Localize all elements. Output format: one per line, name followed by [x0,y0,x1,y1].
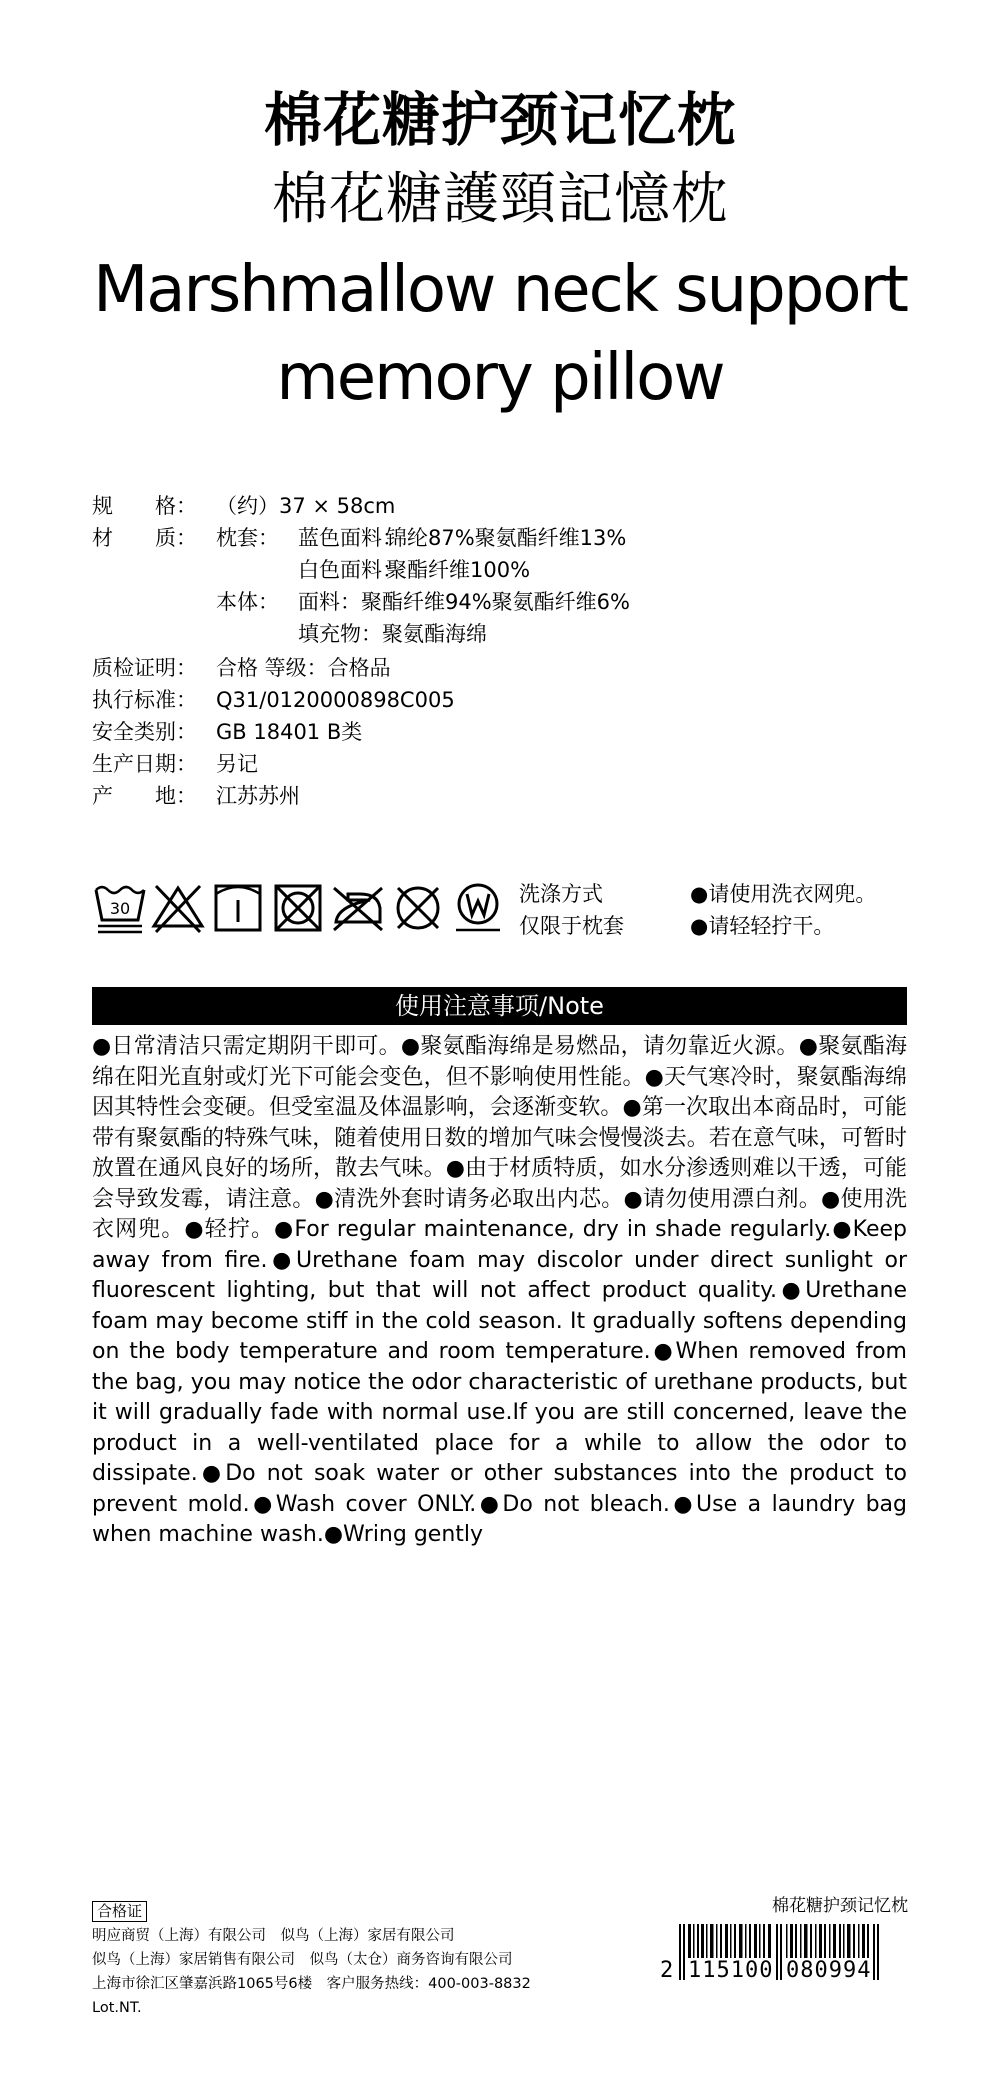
title-english-line1: Marshmallow neck support [93,253,907,327]
spec-label: 材 质： [92,526,197,550]
spec-label: 生产日期： [92,752,197,776]
no-tumble-dry-icon [270,878,326,936]
care-label: ●请轻轻拧干。 [690,914,835,938]
spec-sublabel: 本体： [216,590,279,614]
spec-row-size [92,490,912,522]
footer-line: 上海市徐汇区肇嘉浜路1065号6楼 客户服务热线：400-003-8832 [92,1976,531,1992]
spec-value: 合格 等级：合格品 [216,656,391,680]
spec-sublabel: 蓝色面料： [298,526,403,550]
no-bleach-icon [150,878,206,936]
spec-sublabel: 填充物： [298,622,382,646]
wet-clean-icon [450,878,506,936]
spec-value: 聚酯纤维100% [386,558,531,582]
cert-label: 合格证 [92,1901,147,1922]
spec-value: 聚酯纤维94%聚氨酯纤维6% [361,590,630,614]
note-header: 使用注意事项/Note [92,987,907,1025]
footer-info [92,1900,592,2020]
spec-row-material [92,522,912,554]
spec-row [92,748,912,780]
spec-label: 质检证明： [92,656,197,680]
title-block [0,80,1000,422]
care-label: ●请使用洗衣网兜。 [690,882,877,906]
care-label: 洗涤方式 [519,882,603,906]
spec-value: Q31/0120000898C005 [216,688,455,712]
spec-value: 聚氨酯海绵 [382,622,487,646]
care-section [92,878,912,948]
spec-sublabel: 白色面料： [298,558,403,582]
barcode-block [658,1894,908,1983]
no-dry-clean-icon [390,878,446,936]
spec-value: 江苏苏州 [216,784,300,808]
care-label: 仅限于枕套 [519,914,624,938]
wash-tub-30-icon [92,878,148,936]
spec-label: 安全类别： [92,720,197,744]
spec-sublabel: 枕套： [216,526,279,550]
spec-list [92,490,912,812]
spec-row-body [92,586,912,618]
lot-number: Lot.NT. [92,2000,142,2016]
footer-line: 明应商贸（上海）有限公司 似鸟（上海）家居有限公司 [92,1928,455,1944]
title-simplified: 棉花糖护颈记忆枕 [263,86,736,154]
no-iron-icon [330,878,386,936]
spec-row [92,652,912,684]
spec-row-filling [92,618,912,650]
barcode-digit-prefix: 2 [660,1958,674,1983]
spec-sublabel: 面料： [298,590,361,614]
spec-label: 执行标准： [92,688,197,712]
spec-row [92,716,912,748]
title-traditional: 棉花糖護頸記憶枕 [272,167,728,232]
barcode-digit-group: 080994 [786,1958,872,1983]
spec-value: 另记 [216,752,258,776]
line-dry-icon [210,878,266,936]
spec-row-white [92,554,912,586]
spec-value: （约）37 × 58cm [216,494,396,518]
spec-label: 规 格： [92,494,197,518]
note-body [92,1032,907,1551]
spec-value: 锦纶87%聚氨酯纤维13% [386,526,627,550]
barcode-digit-group: 115100 [688,1958,774,1983]
spec-value: GB 18401 B类 [216,720,363,744]
title-english-line2: memory pillow [276,341,724,415]
spec-row [92,780,912,812]
spec-label: 产 地： [92,784,197,808]
spec-row [92,684,912,716]
wash-temp-label: 30 [109,899,131,918]
note-text: ●日常清洁只需定期阴干即可。●聚氨酯海绵是易燃品，请勿靠近火源。●聚氨酯海绵在阳光直射或灯光下可能会变色，但不影响使用性能。●天气寒冷时，聚氨酯海绵因其特性会变硬。但受室温及体温影响，会逐渐变软。●第一次取出本商品时，可能带有聚氨酯的特殊气味，随着使用日数的增加气味会慢慢淡去。若在意气味，可暂时放置在通风良好的场所，散去气味。●由于材质特质，如水分渗透则难以干透，可能会导致发霉，请注意。●清洗外套时请务必取出内芯。●请勿使用漂白剂。●使用洗衣网兜。●轻拧。●For regular maintenance, dry in shade regularly.●Keep away from fire.●Urethane foam may discolor under direct sunlight or fluorescent lighting, but that will not affect product quality.●Urethane foam may become stiff in the cold season. It gradually softens depending on the body temperature and room temperature.●When removed from the bag, you may notice the odor characteristic of urethane products, but it will gradually fade with normal use.If you are still concerned, leave the product in a well-ventilated place for a while to allow the odor to dissipate.●Do not soak water or other substances into the product to prevent mold.●Wash cover ONLY.●Do not bleach.●Use a laundry bag when machine wash.●Wring gently [92,1034,907,1547]
footer-line: 似鸟（上海）家居销售有限公司 似鸟（太仓）商务咨询有限公司 [92,1952,513,1968]
barcode-title: 棉花糖护颈记忆枕 [772,1896,908,1916]
